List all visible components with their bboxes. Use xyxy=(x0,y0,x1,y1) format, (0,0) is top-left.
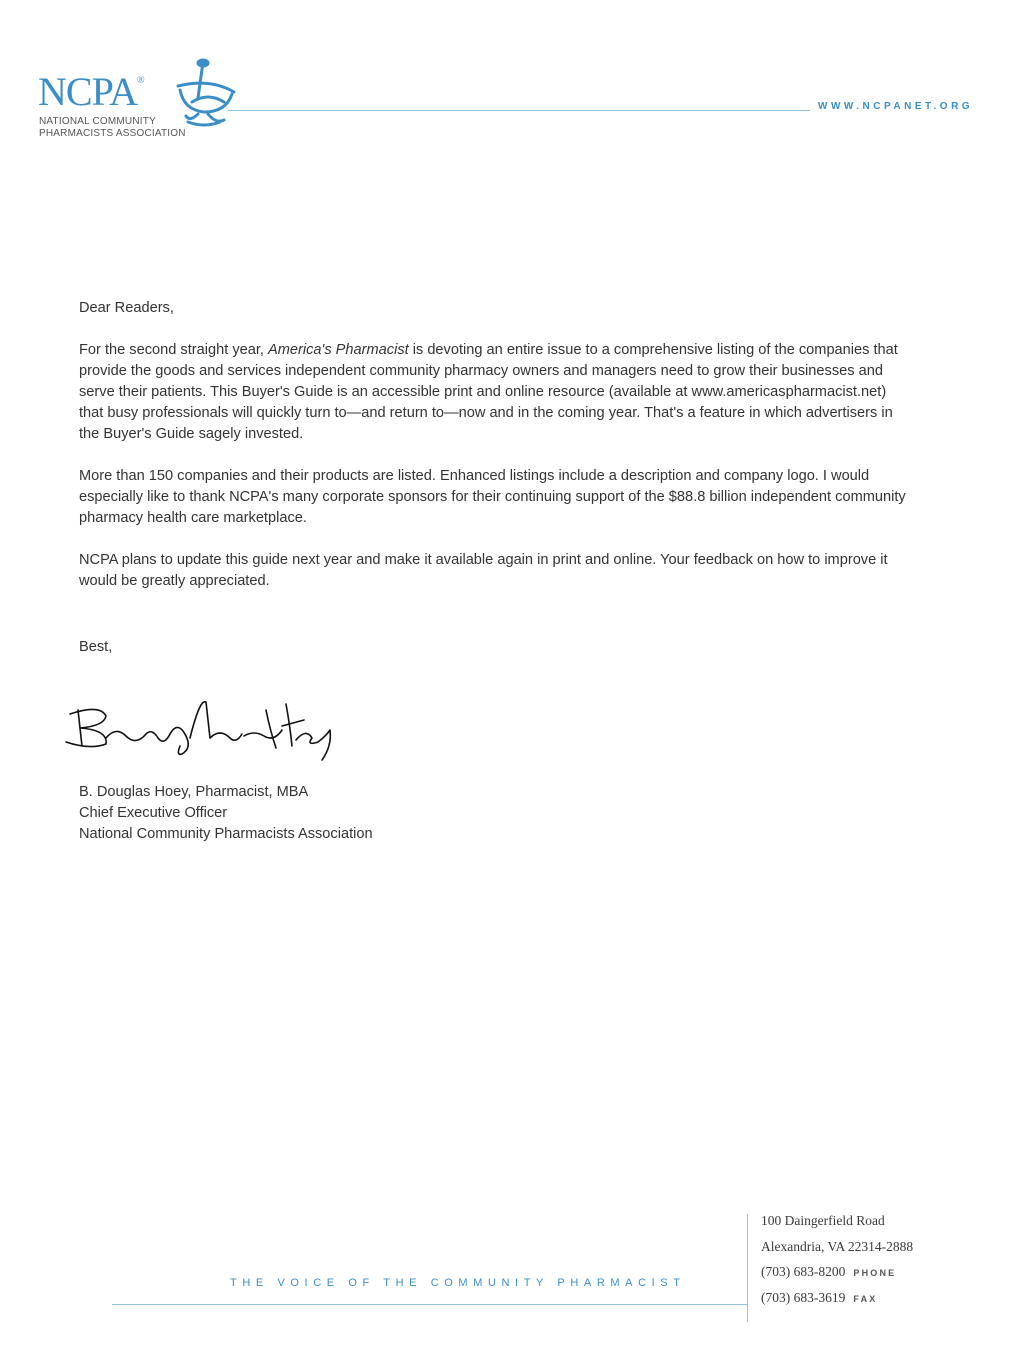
fax-line xyxy=(761,1290,913,1316)
signer-title: Chief Executive Officer xyxy=(79,805,228,821)
handwritten-signature xyxy=(60,690,340,770)
letter-body xyxy=(79,298,909,658)
ncpa-logo xyxy=(38,58,238,148)
logo-wordmark: NCPA® xyxy=(38,69,144,114)
address-city: Alexandria, VA 22314-2888 xyxy=(761,1238,914,1254)
salutation: Dear Readers, xyxy=(79,300,174,316)
paragraph-3: NCPA plans to update this guide next year and make it available again in print and online. Your feedback on how to improve it would be greatly appreciated. xyxy=(79,552,888,589)
phone-number: (703) 683-8200 xyxy=(761,1264,846,1279)
signer-block xyxy=(79,782,373,845)
paragraph-1: For the second straight year, America's Pharmacist is devoting an entire issue to a comprehensive listing of the companies that provide the goods and services independent community pharmacy owners and managers need to grow their businesses and serve their patients. This Buyer's Guide is an accessible print and online resource (available at www.americaspharmacist.net) that busy professionals will quickly turn to—and return to—now and in the coming year. That's a feature in which advertisers in the Buyer's Guide sagely invested. xyxy=(79,342,898,442)
logo-subtitle: NATIONAL COMMUNITY PHARMACISTS ASSOCIATION xyxy=(39,116,186,139)
footer-tagline: THE VOICE OF THE COMMUNITY PHARMACIST xyxy=(230,1277,686,1289)
fax-number: (703) 683-3619 xyxy=(761,1289,846,1305)
phone-label: PHONE xyxy=(853,1268,897,1278)
closing: Best, xyxy=(79,639,113,655)
signer-organization: National Community Pharmacists Association xyxy=(79,826,373,842)
paragraph-2: More than 150 companies and their products are listed. Enhanced listings include a description and company logo. I would especially like to thank NCPA's many corporate sponsors for their continuing support of the $88.8 billion independent community pharmacy health care marketplace. xyxy=(79,468,906,526)
header-divider xyxy=(228,110,810,111)
footer-divider xyxy=(112,1304,748,1305)
phone-line xyxy=(761,1264,913,1290)
website-url: WWW.NCPANET.ORG xyxy=(818,101,974,112)
footer-vertical-divider xyxy=(747,1214,748,1322)
publication-title: America's Pharmacist xyxy=(268,342,409,358)
fax-label: FAX xyxy=(853,1293,878,1304)
signer-name: B. Douglas Hoey, Pharmacist, MBA xyxy=(79,784,309,800)
address-street: 100 Daingerfield Road xyxy=(761,1213,885,1228)
contact-block xyxy=(761,1213,913,1315)
